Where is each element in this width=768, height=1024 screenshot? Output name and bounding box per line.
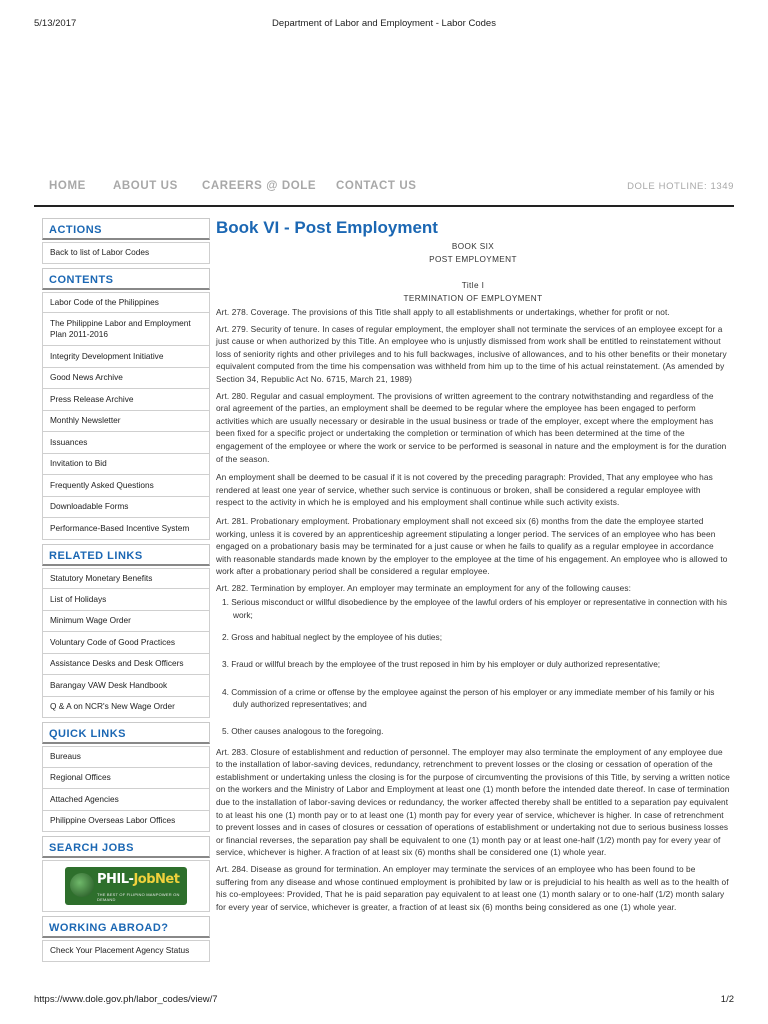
article-284: Art. 284. Disease as ground for termination. An employer may terminate the services of an employee who has been found to be suffering from any disease and whose continued employment is prohibited by law or is prejudicial to his health as well as to the health of his co-employees: Provided, That he is paid separation pay equivalent to at least one (1) month salary or to one-half (1/2) month salary for every year of service, whichever is greater, a fraction of at least six (6) months being considered as one (1) whole year. <box>216 863 729 912</box>
actions-heading: ACTIONS <box>42 218 210 240</box>
book-title: POST EMPLOYMENT <box>429 255 517 264</box>
sidebar-item-good-news[interactable]: Good News Archive <box>42 368 210 390</box>
working-abroad-heading: WORKING ABROAD? <box>42 916 210 938</box>
article-281: Art. 281. Probationary employment. Probationary employment shall not exceed six (6) months from the date the employee started working, unless it is covered by an apprenticeship agreement stipulating a longer period. The services of an employee who has been engaged on a probationary basis may be terminated for a just cause or when he fails to qualify as a regular employee in accordance with reasonable standards made known by the employer to the employee at the time of his engagement. An employee who is allowed to work after a probationary period shall be considered a regular employee. <box>216 515 728 577</box>
print-footer <box>34 994 734 1008</box>
print-date: 5/13/2017 <box>34 18 77 29</box>
sidebar-item-forms[interactable]: Downloadable Forms <box>42 497 210 519</box>
quick-link-polo[interactable]: Philippine Overseas Labor Offices <box>42 811 210 833</box>
title-number: Title I <box>461 281 485 290</box>
related-link-minimum-wage[interactable]: Minimum Wage Order <box>42 611 210 633</box>
back-to-list-link[interactable]: Back to list of Labor Codes <box>42 242 210 264</box>
related-link-holidays[interactable]: List of Holidays <box>42 589 210 611</box>
article-278: Art. 278. Coverage. The provisions of this Title shall apply to all establishments or undertakings, whether for profit or not. <box>216 307 670 317</box>
article-280: Art. 280. Regular and casual employment. The provisions of written agreement to the contrary notwithstanding and regardless of the oral agreement of the parties, an employment shall be deemed to be regular where the employee has been engaged to perform activities which are usually necessary or desirable in the usual business or trade of the employer, except where the employment has been fixed for a specific project or undertaking the completion or termination of which has been determined at the time of the engagement of the employee or where the work or service to be performed is seasonal in nature and the employment is for the duration of the season. <box>216 390 727 464</box>
main-navigation <box>34 173 734 207</box>
article-280-casual: An employment shall be deemed to be casual if it is not covered by the preceding paragraph: Provided, That any employee who has rendered at least one year of service, whether such service is continuous or broken, shall be considered a regular employee with respect to the activity in which he is employed and his employment shall continue while such activity exists. <box>216 472 713 508</box>
nav-contact-link[interactable]: CONTACT US <box>336 180 417 192</box>
related-link-code-practices[interactable]: Voluntary Code of Good Practices <box>42 632 210 654</box>
print-page-title: Department of Labor and Employment - Labor Codes <box>272 18 496 29</box>
jobnet-tagline: THE BEST OF FILIPINO MANPOWER ON DEMAND <box>97 892 180 902</box>
sidebar-item-press-release[interactable]: Press Release Archive <box>42 389 210 411</box>
nav-home-link[interactable]: HOME <box>49 180 86 192</box>
page-number: 1/2 <box>720 994 734 1005</box>
article-279: Art. 279. Security of tenure. In cases of regular employment, the employer shall not terminate the services of an employee except for a just cause or when authorized by this Title. An employee who is unjustly dismissed from work shall be entitled to reinstatement without loss of seniority rights and other privileges and to his full backwages, inclusive of allowances, and to his other benefits or their monetary equivalent computed from the time his compensation was withheld from him up to the time of his actual reinstatement. (As amended by Section 34, Republic Act No. 6715, March 21, 1989) <box>216 323 727 384</box>
quick-link-attached-agencies[interactable]: Attached Agencies <box>42 789 210 811</box>
page-url: https://www.dole.gov.ph/labor_codes/view/7 <box>34 994 218 1005</box>
list-item: 2. Gross and habitual neglect by the employee of his duties; <box>222 631 443 642</box>
title-name: TERMINATION OF EMPLOYMENT <box>403 294 543 303</box>
page-title: Book VI - Post Employment <box>216 218 438 237</box>
sidebar-item-labor-code[interactable]: Labor Code of the Philippines <box>42 292 210 314</box>
article-283: Art. 283. Closure of establishment and reduction of personnel. The employer may also terminate the employment of any employee due to the installation of labor-saving devices, redundancy, retrenchment to prevent losses or the closing or cessation of operation of the establishment or undertaking unless the closing is for the purpose of circumventing the provisions of this Title, by serving a written notice on the workers and the Ministry of Labor and Employment at least one (1) month before the intended date thereof. In case of termination due to the installation of labor-saving devices or redundancy, the worker affected thereby shall be entitled to a separation pay equivalent to at least his one (1) month pay or to at least one (1) month pay for every year of service, whichever is higher. In case of retrenchment to prevent losses and in cases of closures or cessation of operations of establishment or undertaking not due to serious business losses or financial reverses, the separation pay shall be equivalent to one (1) month pay or at least one-half (1/2) month pay for every year of service, whichever is higher. A fraction of at least six (6) months shall be considered one (1) whole year. <box>216 746 731 858</box>
quick-links-heading: QUICK LINKS <box>42 722 210 744</box>
list-item: 5. Other causes analogous to the foregoing. <box>222 726 384 737</box>
sidebar-item-invitation-to-bid[interactable]: Invitation to Bid <box>42 454 210 476</box>
hotline-text: DOLE HOTLINE: 1349 <box>627 181 734 192</box>
sidebar-item-faq[interactable]: Frequently Asked Questions <box>42 475 210 497</box>
nav-about-link[interactable]: ABOUT US <box>113 180 178 192</box>
phil-jobnet-banner[interactable] <box>42 860 210 912</box>
main-content <box>216 218 730 913</box>
sidebar-item-employment-plan[interactable]: The Philippine Labor and Employment Plan 2011-2016 <box>42 313 210 346</box>
sidebar-item-pbis[interactable]: Performance-Based Incentive System <box>42 518 210 540</box>
nav-careers-link[interactable]: CAREERS @ DOLE <box>202 180 317 192</box>
agency-status-link[interactable]: Check Your Placement Agency Status <box>42 940 210 962</box>
quick-link-bureaus[interactable]: Bureaus <box>42 746 210 768</box>
globe-icon <box>70 873 94 897</box>
list-item: 3. Fraud or willful breach by the employee of the trust reposed in him by his employer or duly authorized representative; <box>222 659 661 670</box>
search-jobs-heading: SEARCH JOBS <box>42 836 210 858</box>
related-link-assistance-desks[interactable]: Assistance Desks and Desk Officers <box>42 654 210 676</box>
list-item: 1. Serious misconduct or willful disobedience by the employee of the lawful orders of his employer or representative in connection with his work; <box>222 597 727 621</box>
related-link-vaw-handbook[interactable]: Barangay VAW Desk Handbook <box>42 675 210 697</box>
sidebar-item-newsletter[interactable]: Monthly Newsletter <box>42 411 210 433</box>
article-282: Art. 282. Termination by employer. An employer may terminate an employment for any of the following causes: <box>216 582 631 593</box>
sidebar-item-integrity[interactable]: Integrity Development Initiative <box>42 346 210 368</box>
list-item: 4. Commission of a crime or offense by the employee against the person of his employer or any immediate member of his family or his duly authorized representatives; and <box>222 686 715 710</box>
sidebar <box>42 218 210 962</box>
print-header <box>34 18 734 32</box>
termination-causes-list <box>216 596 730 737</box>
related-link-monetary-benefits[interactable]: Statutory Monetary Benefits <box>42 568 210 590</box>
sidebar-item-issuances[interactable]: Issuances <box>42 432 210 454</box>
jobnet-wordmark: PHIL-JobNet <box>97 872 180 887</box>
contents-heading: CONTENTS <box>42 268 210 290</box>
related-link-wage-order-qa[interactable]: Q & A on NCR's New Wage Order <box>42 697 210 719</box>
phil-jobnet-logo <box>65 867 187 905</box>
book-number: BOOK SIX <box>451 242 495 251</box>
related-links-heading: RELATED LINKS <box>42 544 210 566</box>
quick-link-regional-offices[interactable]: Regional Offices <box>42 768 210 790</box>
